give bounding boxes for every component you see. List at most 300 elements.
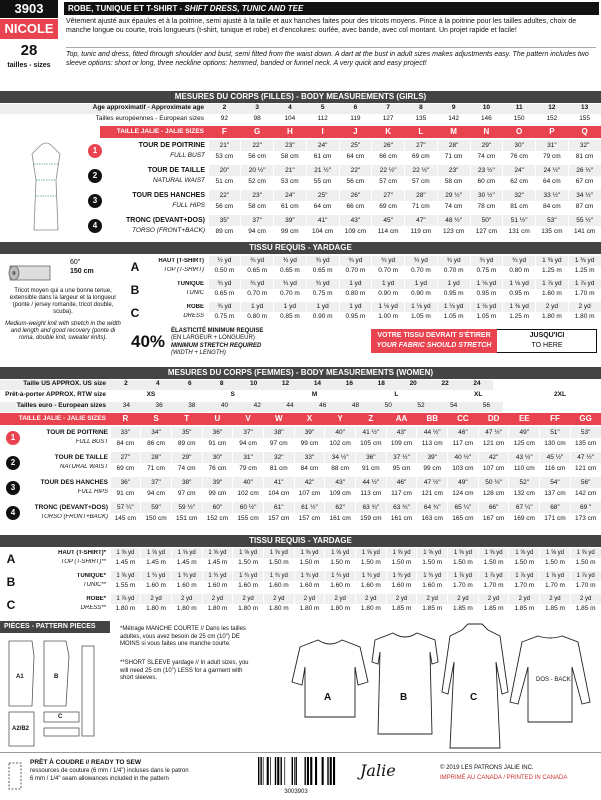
women-jalie-cell: BB: [417, 413, 448, 425]
women-cell-inch: 42": [295, 477, 325, 488]
girls-cell-inch: 22 ½": [405, 165, 437, 176]
women-cell-inch: 45 ½": [540, 452, 570, 463]
women-cell-inch: 69 ": [571, 502, 601, 513]
women-cell-inch: 49": [448, 477, 478, 488]
girls-jalie-cell: L: [405, 126, 438, 138]
girls-cell-cm: 74 cm: [477, 153, 496, 160]
women-yardage-yd: 1 ¾ yd: [141, 571, 171, 581]
women-us-cell: 8: [206, 380, 238, 390]
women-cell-cm: 165 cm: [452, 515, 474, 522]
women-yardage-yd: 1 ⅝ yd: [203, 548, 233, 558]
women-cell-cm: 86 cm: [147, 440, 165, 447]
women-measure-label-en: FULL HIPS: [77, 489, 108, 495]
women-rtw-cell: 2XL: [554, 391, 566, 398]
women-cell-cm: 69 cm: [116, 465, 135, 472]
women-cell-inch: 54": [540, 477, 570, 488]
girls-yardage-m: 1.80 m: [574, 313, 595, 320]
women-cell-inch: 50 ½": [479, 477, 509, 488]
women-yardage-yd: 2 yd: [203, 594, 233, 604]
pattern-code: 3903: [0, 0, 58, 18]
women-cell-inch: 40 ½": [448, 452, 478, 463]
barcode-bar: [281, 757, 282, 785]
fabric-desc-fr: Tricot moyen qui a une bonne tenue, extensible dans la largeur et la longueur (ponte / jersey romanite, tricot double, scuba).: [9, 288, 117, 315]
girls-cell-cm: 104 cm: [311, 228, 334, 235]
women-cell-cm: 76 cm: [208, 465, 227, 472]
girls-yardage-yd: 1 ⅞ yd: [569, 279, 601, 289]
women-cell-cm: 110 cm: [513, 465, 535, 472]
women-cell-inch: 47 ½": [417, 477, 447, 488]
yardage-letter: C: [6, 598, 16, 612]
women-measure-label-fr: TRONC (DEVANT+DOS): [34, 504, 108, 511]
women-cell-cm: 150 cm: [145, 515, 167, 522]
women-jalie-cell: AA: [386, 413, 417, 425]
women-cell-inch: 43": [387, 427, 417, 438]
girls-cell-cm: 109 cm: [344, 228, 367, 235]
girls-cell-cm: 69 cm: [412, 153, 430, 160]
women-measure-title: MESURES DU CORPS (FEMMES) - BODY MEASUREMENTS (WOMEN): [0, 367, 601, 379]
girls-cell-inch: 21": [274, 165, 306, 176]
girls-yardage-m: 0.80 m: [247, 313, 268, 320]
women-yardage-yd: 1 ¾ yd: [417, 571, 447, 581]
pieces-layout: [4, 636, 109, 751]
girls-yardage-yd: 1 yd: [438, 279, 470, 289]
women-cell-cm: 79 cm: [239, 465, 257, 472]
girls-age-cell: 9: [437, 104, 470, 114]
girls-measure-label-fr: TRONC (DEVANT+DOS): [125, 217, 205, 224]
girls-yardage-yd: ¾ yd: [438, 256, 470, 266]
women-us-cell: 24: [461, 380, 493, 390]
women-yardage-table: [0, 548, 601, 618]
women-yardage-yd: 1 ⅞ yd: [479, 571, 509, 581]
women-us-cell: 6: [174, 380, 206, 390]
women-yardage-m: 1.85 m: [452, 605, 473, 612]
girls-yardage-yd: ¾ yd: [274, 256, 306, 266]
girls-yardage-yd: 1 yd: [340, 279, 372, 289]
women-yardage-yd: 1 ⅝ yd: [264, 548, 294, 558]
girls-cell-cm: 127 cm: [475, 228, 498, 235]
tunic-b-shape: [372, 633, 438, 734]
barcode-bar: [296, 757, 297, 785]
girls-measure-title: MESURES DU CORPS (FILLES) - BODY MEASUREMENTS (GIRLS): [0, 91, 601, 103]
girls-cell-cm: 66 cm: [346, 203, 365, 210]
girls-jalie-cell: P: [536, 126, 569, 138]
girls-yardage-m: 0.80 m: [345, 290, 366, 297]
women-yardage-m: 1.60 m: [146, 582, 166, 589]
women-euro-cell: 52: [405, 402, 438, 412]
women-cell-cm: 109 cm: [329, 490, 351, 497]
title-fr: ROBE, TUNIQUE ET T-SHIRT -: [68, 4, 185, 13]
girls-cell-inch: 27": [372, 190, 404, 201]
girls-age-cell: 5: [306, 104, 339, 114]
girls-euro-cell: 155: [579, 115, 591, 122]
women-cell-cm: 107 cm: [482, 465, 505, 472]
women-yardage-yd: 1 ¾ yd: [295, 571, 325, 581]
seam-allowance-fr: ressources de couture (6 mm / 1/4") incluses dans le patron: [30, 768, 189, 774]
women-us-cell: 22: [429, 380, 461, 390]
women-cell-cm: 135 cm: [574, 440, 597, 447]
pieces-title: PIÈCES - PATTERN PIECES: [0, 621, 110, 633]
girls-cell-inch: 23": [274, 140, 306, 151]
girls-cell-inch: 24 ½": [536, 165, 568, 176]
women-cell-cm: 130 cm: [544, 440, 566, 447]
girls-cell-inch: 31": [536, 140, 568, 151]
girls-yardage-m: 1.05 m: [476, 313, 497, 320]
stretch-label-fr2: (EN LARGEUR + LONGUEUR): [171, 335, 255, 341]
girls-yardage-yd: 1 ⅛ yd: [438, 302, 470, 312]
girls-yardage-m: 0.95 m: [509, 290, 530, 297]
women-cell-inch: 40": [233, 477, 263, 488]
girls-age-cell: 4: [274, 104, 307, 114]
women-yardage-m: 1.50 m: [330, 559, 351, 566]
girls-yardage-label-fr: TUNIQUE: [177, 281, 204, 287]
girls-yardage-yd: 1 ⅛ yd: [405, 302, 437, 312]
girls-yardage-yd: ¾ yd: [241, 279, 273, 289]
girls-euro-cell: 142: [448, 115, 460, 122]
women-measure-label-fr: TOUR DES HANCHES: [40, 479, 108, 486]
girls-yardage-m: 0.75 m: [476, 267, 497, 274]
women-us-cell: 4: [142, 380, 174, 390]
pattern-code-box: [0, 0, 58, 82]
women-cell-cm: 84 cm: [300, 465, 319, 472]
women-rtw-cell: L: [394, 391, 399, 398]
girls-measure-label-en: FULL HIPS: [172, 202, 205, 209]
girls-cell-cm: 69 cm: [379, 203, 397, 210]
women-yardage-yd: 1 ⅞ yd: [571, 571, 601, 581]
measure-number-badge: 1: [6, 431, 20, 445]
women-yardage-label-en: TOP (T-SHIRT)**: [60, 559, 106, 565]
garment-label-b: B: [400, 692, 408, 703]
girls-cell-inch: 55 ½": [569, 215, 601, 226]
girls-euro-cell: 119: [350, 115, 361, 122]
women-yardage-yd: 1 ⅝ yd: [509, 548, 539, 558]
women-cell-cm: 103 cm: [452, 465, 474, 472]
girls-jalie-cell: O: [503, 126, 536, 138]
girls-yardage-m: 0.65 m: [214, 290, 235, 297]
girls-yardage-yd: 2 yd: [569, 302, 601, 312]
women-cell-cm: 121 cm: [574, 465, 597, 472]
barcode-bar: [292, 757, 293, 785]
women-cell-cm: 161 cm: [390, 515, 413, 522]
girls-yardage-yd: 1 yd: [241, 302, 273, 312]
girls-cell-cm: 56 cm: [215, 203, 234, 210]
girls-cell-cm: 52 cm: [248, 178, 266, 185]
girls-measure-label-en: NATURAL WAIST: [152, 177, 205, 184]
women-yardage-yd: 2 yd: [233, 594, 263, 604]
girls-cell-cm: 56 cm: [346, 178, 365, 185]
girls-cell-inch: 24": [307, 140, 339, 151]
women-yardage-yd: 1 ⅝ yd: [540, 548, 570, 558]
women-euro-cell: 34: [110, 402, 143, 412]
girls-cell-cm: 131 cm: [508, 228, 530, 235]
women-yardage-m: 1.80 m: [176, 605, 197, 612]
girls-cell-inch: 32": [569, 140, 601, 151]
women-euro-cell: 48: [339, 402, 372, 412]
women-cell-inch: 27": [111, 452, 141, 463]
girls-yardage-m: 1.25 m: [541, 267, 562, 274]
girls-cell-cm: 94 cm: [248, 228, 266, 235]
girls-cell-inch: 23": [438, 165, 470, 176]
stretch-to-en: TO HERE: [531, 342, 563, 349]
girls-age-cell: 8: [405, 104, 438, 114]
description-en: Top, tunic and dress, fitted through shoulder and bust, semi fitted from the waist down. A dart at the bust in adult sizes makes adjustments easy. The pattern includes two sleeve options: short or long, three neckline options: hemmed, banded or funnel neck. A very quick and easy project!: [66, 47, 596, 68]
women-cell-inch: 36": [356, 452, 386, 463]
girls-cell-cm: 53 cm: [215, 153, 234, 160]
women-cell-inch: 52": [509, 477, 539, 488]
garment-drawings: [260, 622, 600, 752]
girls-yardage-yd: 1 ⅜ yd: [536, 256, 568, 266]
tee-a-shape: [292, 640, 368, 717]
women-cell-inch: 51": [540, 427, 570, 438]
girls-cell-inch: 35": [209, 215, 241, 226]
barcode-bar: [260, 757, 261, 785]
women-cell-inch: 62": [325, 502, 355, 513]
girls-euro-cell: 152: [546, 115, 558, 122]
girls-euro-cell: 92: [220, 115, 228, 122]
measure-number-badge: 3: [6, 481, 20, 495]
women-jalie-cell: T: [171, 413, 202, 425]
women-yardage-yd: 2 yd: [540, 594, 570, 604]
women-euro-cell: 42: [241, 402, 274, 412]
seam-allowance-en: 6 mm / 1/4" seam allowances included in the pattern: [30, 776, 169, 782]
barcode-bar: [307, 757, 309, 785]
barcode-bar: [333, 757, 335, 785]
girls-measure-label-fr: TOUR DES HANCHES: [132, 192, 205, 199]
women-yardage-label-fr: ROBE*: [86, 596, 106, 602]
girls-yardage-m: 0.70 m: [279, 290, 300, 297]
stretch-label-fr: ÉLASTICITÉ MINIMUM REQUISE: [171, 328, 264, 334]
stretch-must-fr: VOTRE TISSU DEVRAIT S'ÉTIRER: [377, 332, 491, 339]
yardage-letter: C: [130, 306, 140, 320]
barcode-bar: [294, 757, 295, 785]
girls-yardage-yd: 1 ⅛ yd: [503, 279, 535, 289]
girls-cell-inch: 39": [274, 215, 306, 226]
women-cell-inch: 63 ¾": [356, 502, 386, 513]
girls-cell-inch: 29": [471, 140, 503, 151]
women-rtw-cell: XS: [146, 391, 156, 398]
girls-yardage-m: 0.65 m: [279, 267, 300, 274]
women-yardage-label-en: TUNIC**: [82, 582, 106, 588]
women-cell-cm: 171 cm: [544, 515, 566, 522]
girls-measure-label-fr: TOUR DE POITRINE: [138, 142, 205, 149]
women-yardage-m: 1.85 m: [391, 605, 412, 612]
girls-yardage-yd: ¾ yd: [340, 256, 372, 266]
yardage-letter: A: [6, 552, 16, 566]
women-cell-cm: 107 cm: [298, 490, 321, 497]
women-cell-cm: 128 cm: [482, 490, 505, 497]
women-cell-cm: 74 cm: [177, 465, 196, 472]
women-yardage-yd: 1 ⅝ yd: [141, 548, 171, 558]
women-cell-inch: 29": [172, 452, 202, 463]
girls-yardage-yd: ¾ yd: [372, 256, 404, 266]
girls-cell-inch: 25": [307, 190, 339, 201]
girls-cell-cm: 51 cm: [215, 178, 234, 185]
pattern-title: [64, 2, 599, 15]
women-cell-cm: 113 cm: [360, 490, 382, 497]
women-euro-cell: 44: [274, 402, 307, 412]
women-measure-label-en: NATURAL WAIST: [59, 464, 108, 470]
girls-cell-cm: 64 cm: [346, 153, 365, 160]
women-cell-cm: 97 cm: [177, 490, 196, 497]
women-cell-cm: 91 cm: [116, 490, 135, 497]
stretch-must-en: YOUR FABRIC SHOULD STRETCH: [376, 342, 492, 349]
garment-label-c: C: [470, 692, 478, 703]
yardage-letter: A: [130, 260, 140, 274]
measure-number-badge: 2: [6, 456, 20, 470]
women-yardage-yd: 2 yd: [264, 594, 294, 604]
women-yardage-m: 1.80 m: [330, 605, 351, 612]
women-yardage-yd: 2 yd: [479, 594, 509, 604]
girls-cell-cm: 61 cm: [281, 203, 299, 210]
girls-cell-cm: 53 cm: [281, 178, 299, 185]
girls-yardage-yd: ¾ yd: [209, 279, 241, 289]
girls-cell-inch: 26": [340, 190, 372, 201]
barcode-bar: [275, 757, 276, 785]
women-yardage-label-fr: HAUT (T-SHIRT)*: [58, 550, 106, 556]
girls-yardage-yd: ¾ yd: [471, 256, 503, 266]
girls-euro-label: Tailles européennes - European sizes: [95, 115, 204, 122]
women-yardage-m: 1.60 m: [391, 582, 412, 589]
women-cell-inch: 57 ¼": [111, 502, 141, 513]
girls-cell-cm: 66 cm: [379, 153, 397, 160]
women-yardage-m: 1.70 m: [483, 582, 504, 589]
women-jalie-cell: W: [263, 413, 294, 425]
women-measure-table: [0, 380, 601, 530]
girls-cell-cm: 62 cm: [510, 178, 528, 185]
women-cell-inch: 60 ½": [233, 502, 263, 513]
women-rtw-label: Prêt-à-porter APPROX. RTW size: [5, 391, 106, 398]
girls-cell-inch: 48 ½": [438, 215, 470, 226]
women-cell-cm: 137 cm: [544, 490, 566, 497]
women-measure-label-fr: TOUR DE TAILLE: [54, 454, 108, 461]
girls-cell-cm: 119 cm: [410, 228, 432, 235]
women-yardage-m: 1.45 m: [176, 559, 197, 566]
girls-cell-cm: 123 cm: [442, 228, 465, 235]
women-cell-cm: 99 cm: [208, 490, 227, 497]
women-cell-inch: 39": [295, 427, 325, 438]
girls-euro-cell: 135: [415, 115, 427, 122]
girls-cell-inch: 26": [372, 140, 404, 151]
women-jalie-cell: Z: [356, 413, 387, 425]
women-jalie-cell: EE: [509, 413, 540, 425]
women-us-label: Taille US APPROX. US size: [0, 380, 110, 390]
women-cell-cm: 125 cm: [513, 440, 535, 447]
women-cell-inch: 41": [264, 477, 294, 488]
measure-number-badge: 4: [88, 219, 102, 233]
women-yardage-m: 1.70 m: [545, 582, 565, 589]
footer: [0, 752, 601, 800]
women-cell-cm: 157 cm: [298, 515, 321, 522]
pattern-name: NICOLE: [0, 19, 58, 39]
girls-euro-cell: 98: [253, 115, 261, 122]
women-yardage-yd: 2 yd: [509, 594, 539, 604]
women-cell-inch: 47 ½": [571, 452, 601, 463]
women-yardage-yd: 2 yd: [325, 594, 355, 604]
girls-cell-inch: 30": [503, 140, 535, 151]
girls-yardage-yd: 1 ⅜ yd: [569, 256, 601, 266]
women-cell-inch: 49": [509, 427, 539, 438]
women-yardage-m: 1.80 m: [238, 605, 259, 612]
women-cell-cm: 169 cm: [513, 515, 535, 522]
girls-yardage-yd: ¾ yd: [209, 302, 241, 312]
piece-label-b: B: [54, 674, 59, 680]
piece-label-c: C: [58, 714, 63, 720]
girls-cell-inch: 45": [372, 215, 404, 226]
girls-yardage-table: [0, 256, 601, 326]
women-cell-inch: 30": [203, 452, 233, 463]
women-cell-inch: 28": [141, 452, 171, 463]
yardage-letter: B: [130, 283, 140, 297]
girls-yardage-yd: ¾ yd: [307, 256, 339, 266]
girls-yardage-m: 0.70 m: [378, 267, 399, 274]
girls-cell-inch: 41": [307, 215, 339, 226]
girls-yardage-m: 1.25 m: [574, 267, 595, 274]
women-yardage-label-en: DRESS**: [80, 605, 106, 611]
women-cell-cm: 104 cm: [268, 490, 290, 497]
women-yardage-title: TISSU REQUIS - YARDAGE: [0, 535, 601, 547]
women-jalie-cell: V: [233, 413, 264, 425]
women-euro-cell: 54: [437, 402, 470, 412]
women-yardage-yd: 1 ⅞ yd: [540, 571, 570, 581]
women-cell-inch: 41 ½": [356, 427, 386, 438]
women-yardage-m: 1.70 m: [514, 582, 535, 589]
girls-age-cell: 11: [503, 104, 536, 114]
girls-cell-inch: 37": [241, 215, 273, 226]
women-yardage-yd: 2 yd: [295, 594, 325, 604]
women-cell-inch: 60": [203, 502, 233, 513]
girls-age-cell: 7: [372, 104, 405, 114]
girls-cell-cm: 61 cm: [313, 153, 332, 160]
women-cell-inch: 33": [295, 452, 325, 463]
women-yardage-m: 1.50 m: [422, 559, 443, 566]
women-yardage-m: 1.80 m: [207, 605, 228, 612]
girls-cell-inch: 22 ½": [372, 165, 404, 176]
barcode-bar: [330, 757, 332, 785]
girls-cell-inch: 27": [405, 140, 437, 151]
women-yardage-m: 1.80 m: [146, 605, 166, 612]
women-yardage-yd: 1 ⅝ yd: [295, 548, 325, 558]
girls-cell-inch: 53": [536, 215, 568, 226]
girls-yardage-yd: ¾ yd: [241, 256, 273, 266]
women-cell-cm: 84 cm: [116, 440, 135, 447]
piece-label-a1: A1: [16, 674, 24, 680]
girls-yardage-yd: 1 yd: [372, 279, 404, 289]
women-measure-label-en: TORSO (FRONT+BACK): [40, 514, 108, 520]
women-cell-cm: 95 cm: [392, 465, 411, 472]
women-cell-cm: 113 cm: [421, 440, 443, 447]
barcode-bar: [284, 757, 285, 785]
sizes-count: 28: [20, 42, 38, 59]
girls-yardage-m: 0.95 m: [476, 290, 497, 297]
girls-measure-label-fr: TOUR DE TAILLE: [147, 167, 205, 174]
women-jalie-cell: CC: [448, 413, 479, 425]
women-cell-inch: 46": [387, 477, 417, 488]
girls-yardage-m: 0.70 m: [443, 267, 464, 274]
women-yardage-m: 1.60 m: [330, 582, 351, 589]
girls-cell-inch: 21 ½": [307, 165, 339, 176]
girls-yardage-m: 0.70 m: [345, 267, 366, 274]
women-yardage-m: 1.85 m: [514, 605, 535, 612]
women-euro-cell: 36: [143, 402, 176, 412]
garment-label-a: A: [324, 692, 332, 703]
girls-cell-cm: 81 cm: [510, 203, 528, 210]
women-yardage-yd: 1 ⅝ yd: [387, 548, 417, 558]
girls-cell-inch: 33 ½": [536, 190, 568, 201]
women-cell-cm: 88 cm: [331, 465, 349, 472]
girls-cell-inch: 51 ½": [503, 215, 535, 226]
women-yardage-m: 1.60 m: [176, 582, 197, 589]
girls-yardage-yd: ¾ yd: [307, 279, 339, 289]
women-cell-inch: 59 ½": [172, 502, 202, 513]
